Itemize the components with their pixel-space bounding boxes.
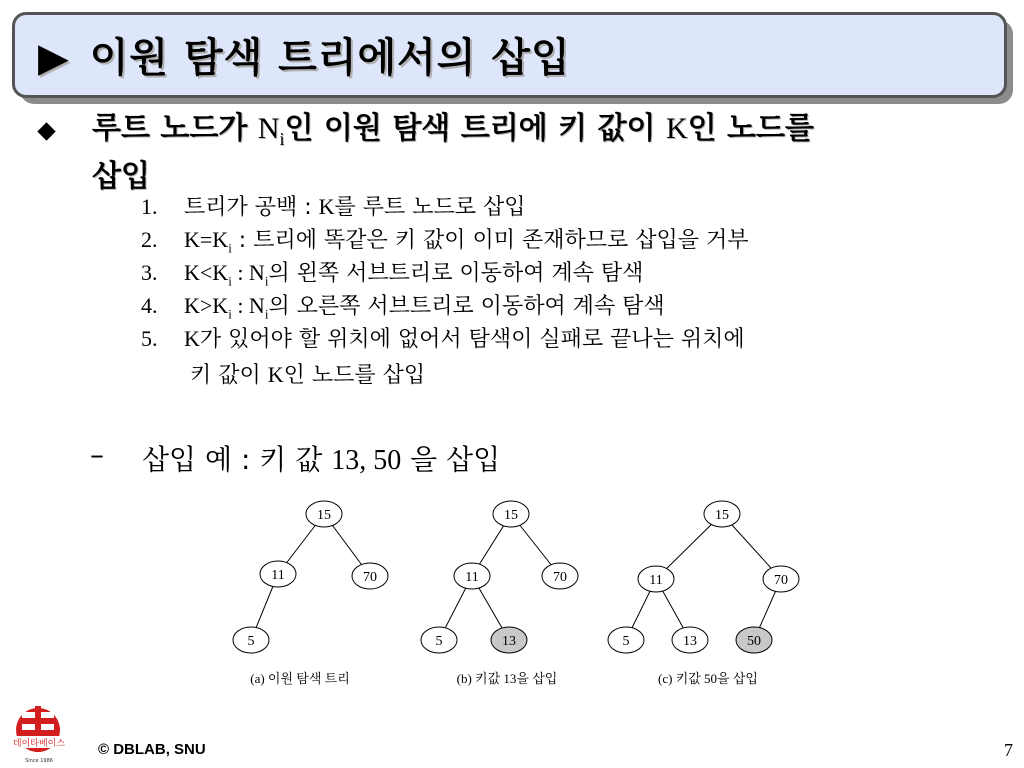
tree-c: [608, 501, 799, 686]
tree-caption: (b) 키값 13을 삽입: [456, 671, 558, 686]
svg-text:Since 1986: Since 1986: [25, 758, 53, 764]
tree-caption: (a) 이원 탐색 트리: [250, 671, 350, 686]
tree-a: [233, 501, 388, 686]
play-arrow-icon: ▶: [38, 35, 70, 81]
node-label: 70: [363, 570, 377, 585]
main-bullet-text: 루트 노드가 $N_i$인 이원 탐색 트리에 키 값이 K인 노드를 삽입: [92, 111, 814, 194]
node-label: 5: [622, 634, 630, 649]
node-label: 15: [504, 508, 518, 523]
node-label: 13: [683, 634, 697, 649]
tree-caption: (c) 키값 50을 삽입: [658, 671, 758, 686]
node-label: 70: [553, 570, 567, 585]
tree-b: [421, 501, 578, 686]
footer-copyright: © DBLAB, SNU: [98, 741, 206, 758]
page-number: 7: [1004, 740, 1013, 760]
dblab-logo-icon: [2, 700, 76, 766]
node-label: 11: [649, 573, 663, 588]
node-label: 5: [435, 634, 443, 649]
node-label: 11: [465, 570, 479, 585]
node-label: 15: [317, 508, 331, 523]
node-label: 50: [747, 634, 761, 649]
node-label: 5: [247, 634, 255, 649]
node-label: 15: [715, 508, 729, 523]
node-label: 11: [271, 568, 285, 583]
svg-text:데이타베이스: 데이타베이스: [12, 739, 66, 749]
node-label: 70: [774, 573, 788, 588]
slide-title-text: 이원 탐색 트리에서의 삽입: [89, 35, 571, 81]
node-label: 13: [502, 634, 516, 649]
